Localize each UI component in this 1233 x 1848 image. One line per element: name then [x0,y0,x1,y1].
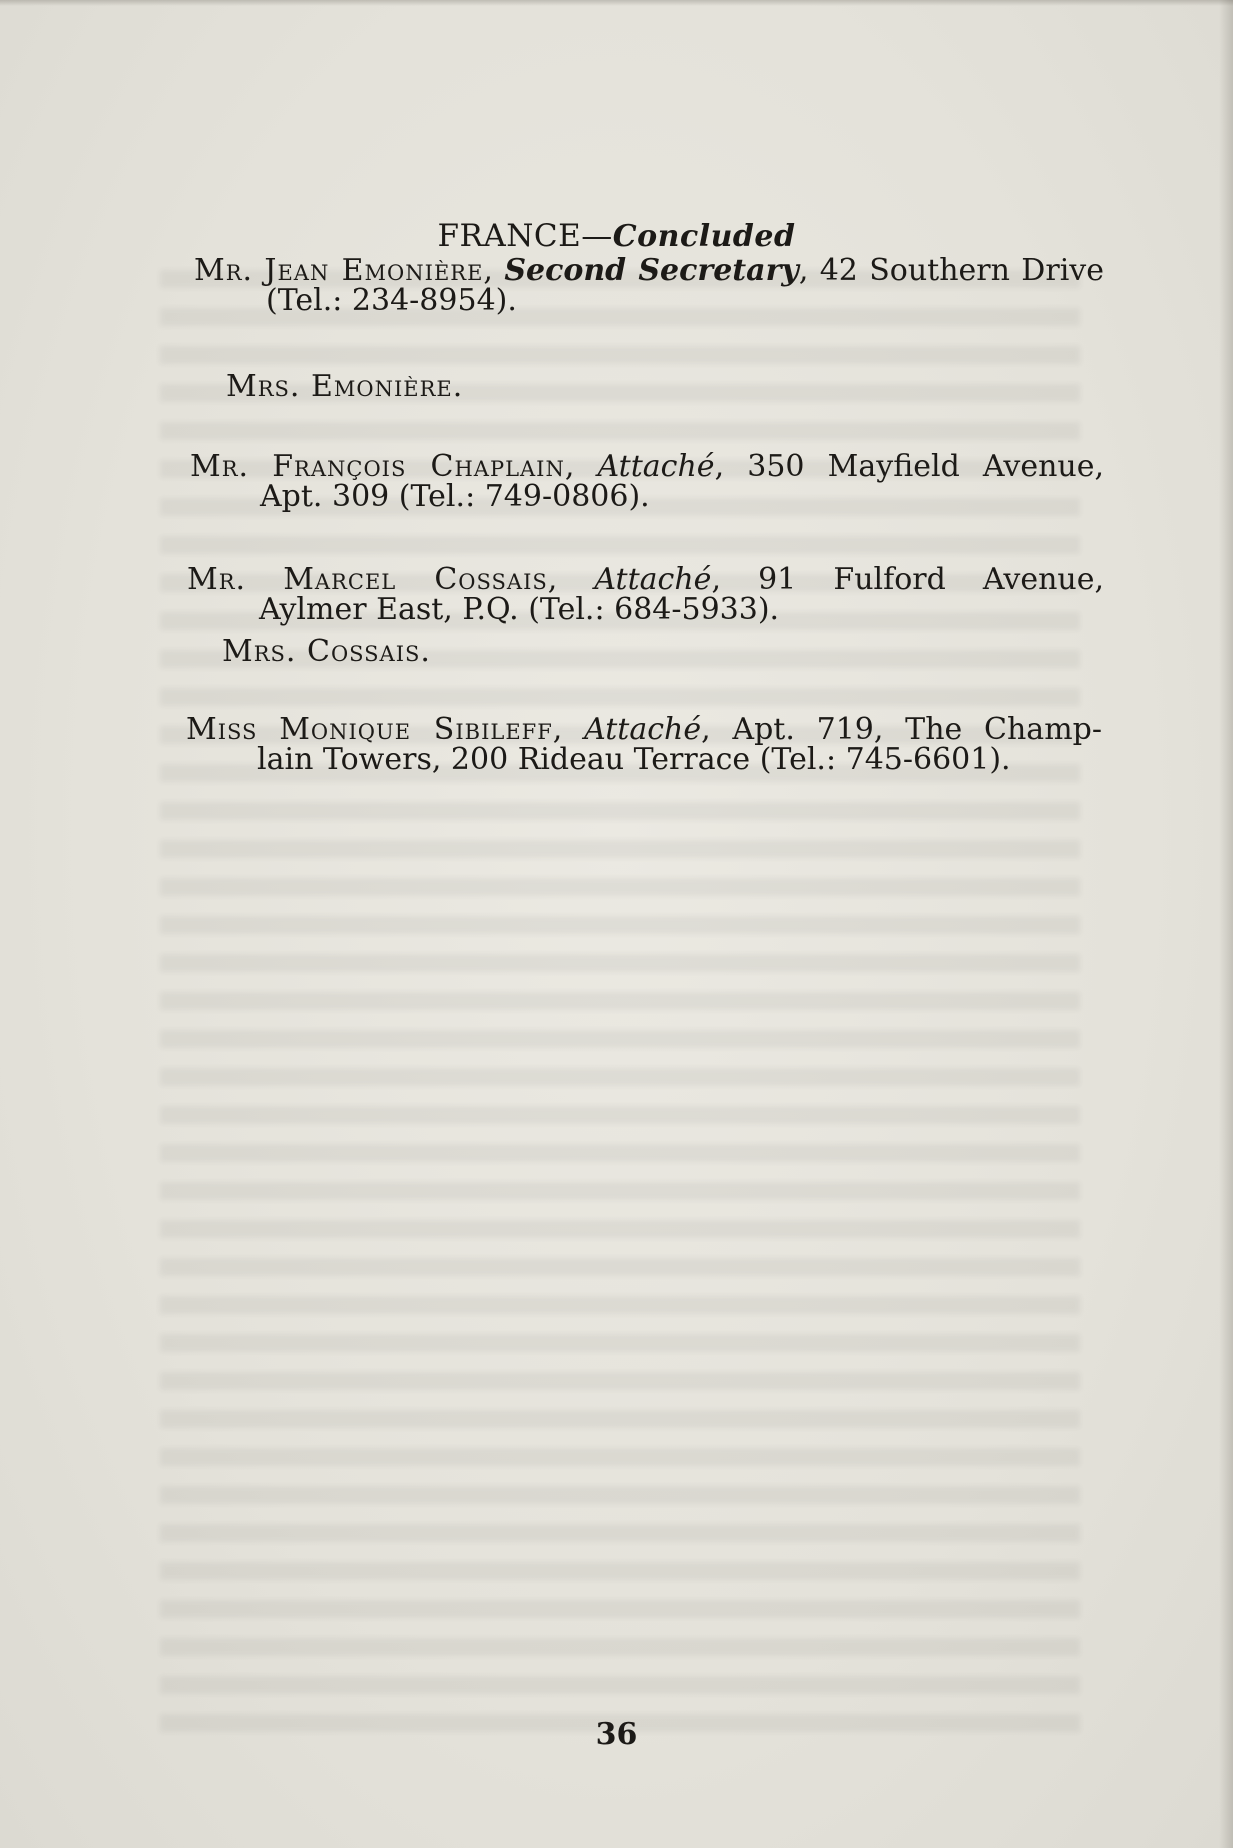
entry-first-line: Miss Monique Sibileff, Attaché, Apt. 719, The Champ- [186,712,1102,747]
directory-entry [194,253,1104,318]
entry-title: Second Secretary [504,253,799,288]
directory-entry [190,449,1104,514]
entry-spouse: Mrs. Emonière. [226,369,464,404]
entry-title: Attaché [584,712,702,747]
entry-continuation: lain Towers, 200 Rideau Terrace (Tel.: 745-6601). [257,742,1011,777]
entry-first-line: Mr. François Chaplain, Attaché, 350 Mayfield Avenue, [190,449,1104,484]
section-heading [0,218,1233,254]
entry-continuation: Aylmer East, P.Q. (Tel.: 684-5933). [259,592,780,627]
entry-address: 91 Fulford Avenue, [758,562,1105,597]
entry-continuation: Apt. 309 (Tel.: 749-0806). [260,479,650,514]
entry-first-line: Mr. Marcel Cossais, Attaché, 91 Fulford Avenue, [187,562,1105,597]
entry-title: Attaché [594,562,712,597]
heading-country: FRANCE [437,218,582,254]
entry-name: Monique Sibileff [279,712,553,747]
entry-prefix: Mr. [187,562,247,597]
entry-first-line: Mr. Jean Emonière, Second Secretary, 42 Southern Drive [194,253,1104,288]
entry-title: Attaché [597,449,715,484]
entry-name: Jean Emonière [264,253,484,288]
entry-continuation: (Tel.: 234-8954). [266,283,517,318]
directory-entry [187,562,1105,627]
entry-name: Marcel Cossais [283,562,548,597]
page-number: 36 [595,1717,638,1752]
entry-spouse: Mrs. Cossais. [222,634,431,669]
directory-entry [186,712,1102,777]
page-top-edge [0,0,1233,6]
page-edge-shadow [1219,0,1233,1848]
entry-prefix: Miss [186,712,258,747]
heading-suffix: Concluded [612,219,796,254]
entry-address: 350 Mayfield Avenue, [747,449,1104,484]
heading-dash: — [581,218,613,254]
entry-address: 42 Southern Drive [819,253,1104,288]
entry-prefix: Mr. [190,449,250,484]
entry-prefix: Mr. [194,253,254,288]
entry-address: Apt. 719, The Champ- [732,712,1102,747]
entry-name: François Chaplain [272,449,565,484]
